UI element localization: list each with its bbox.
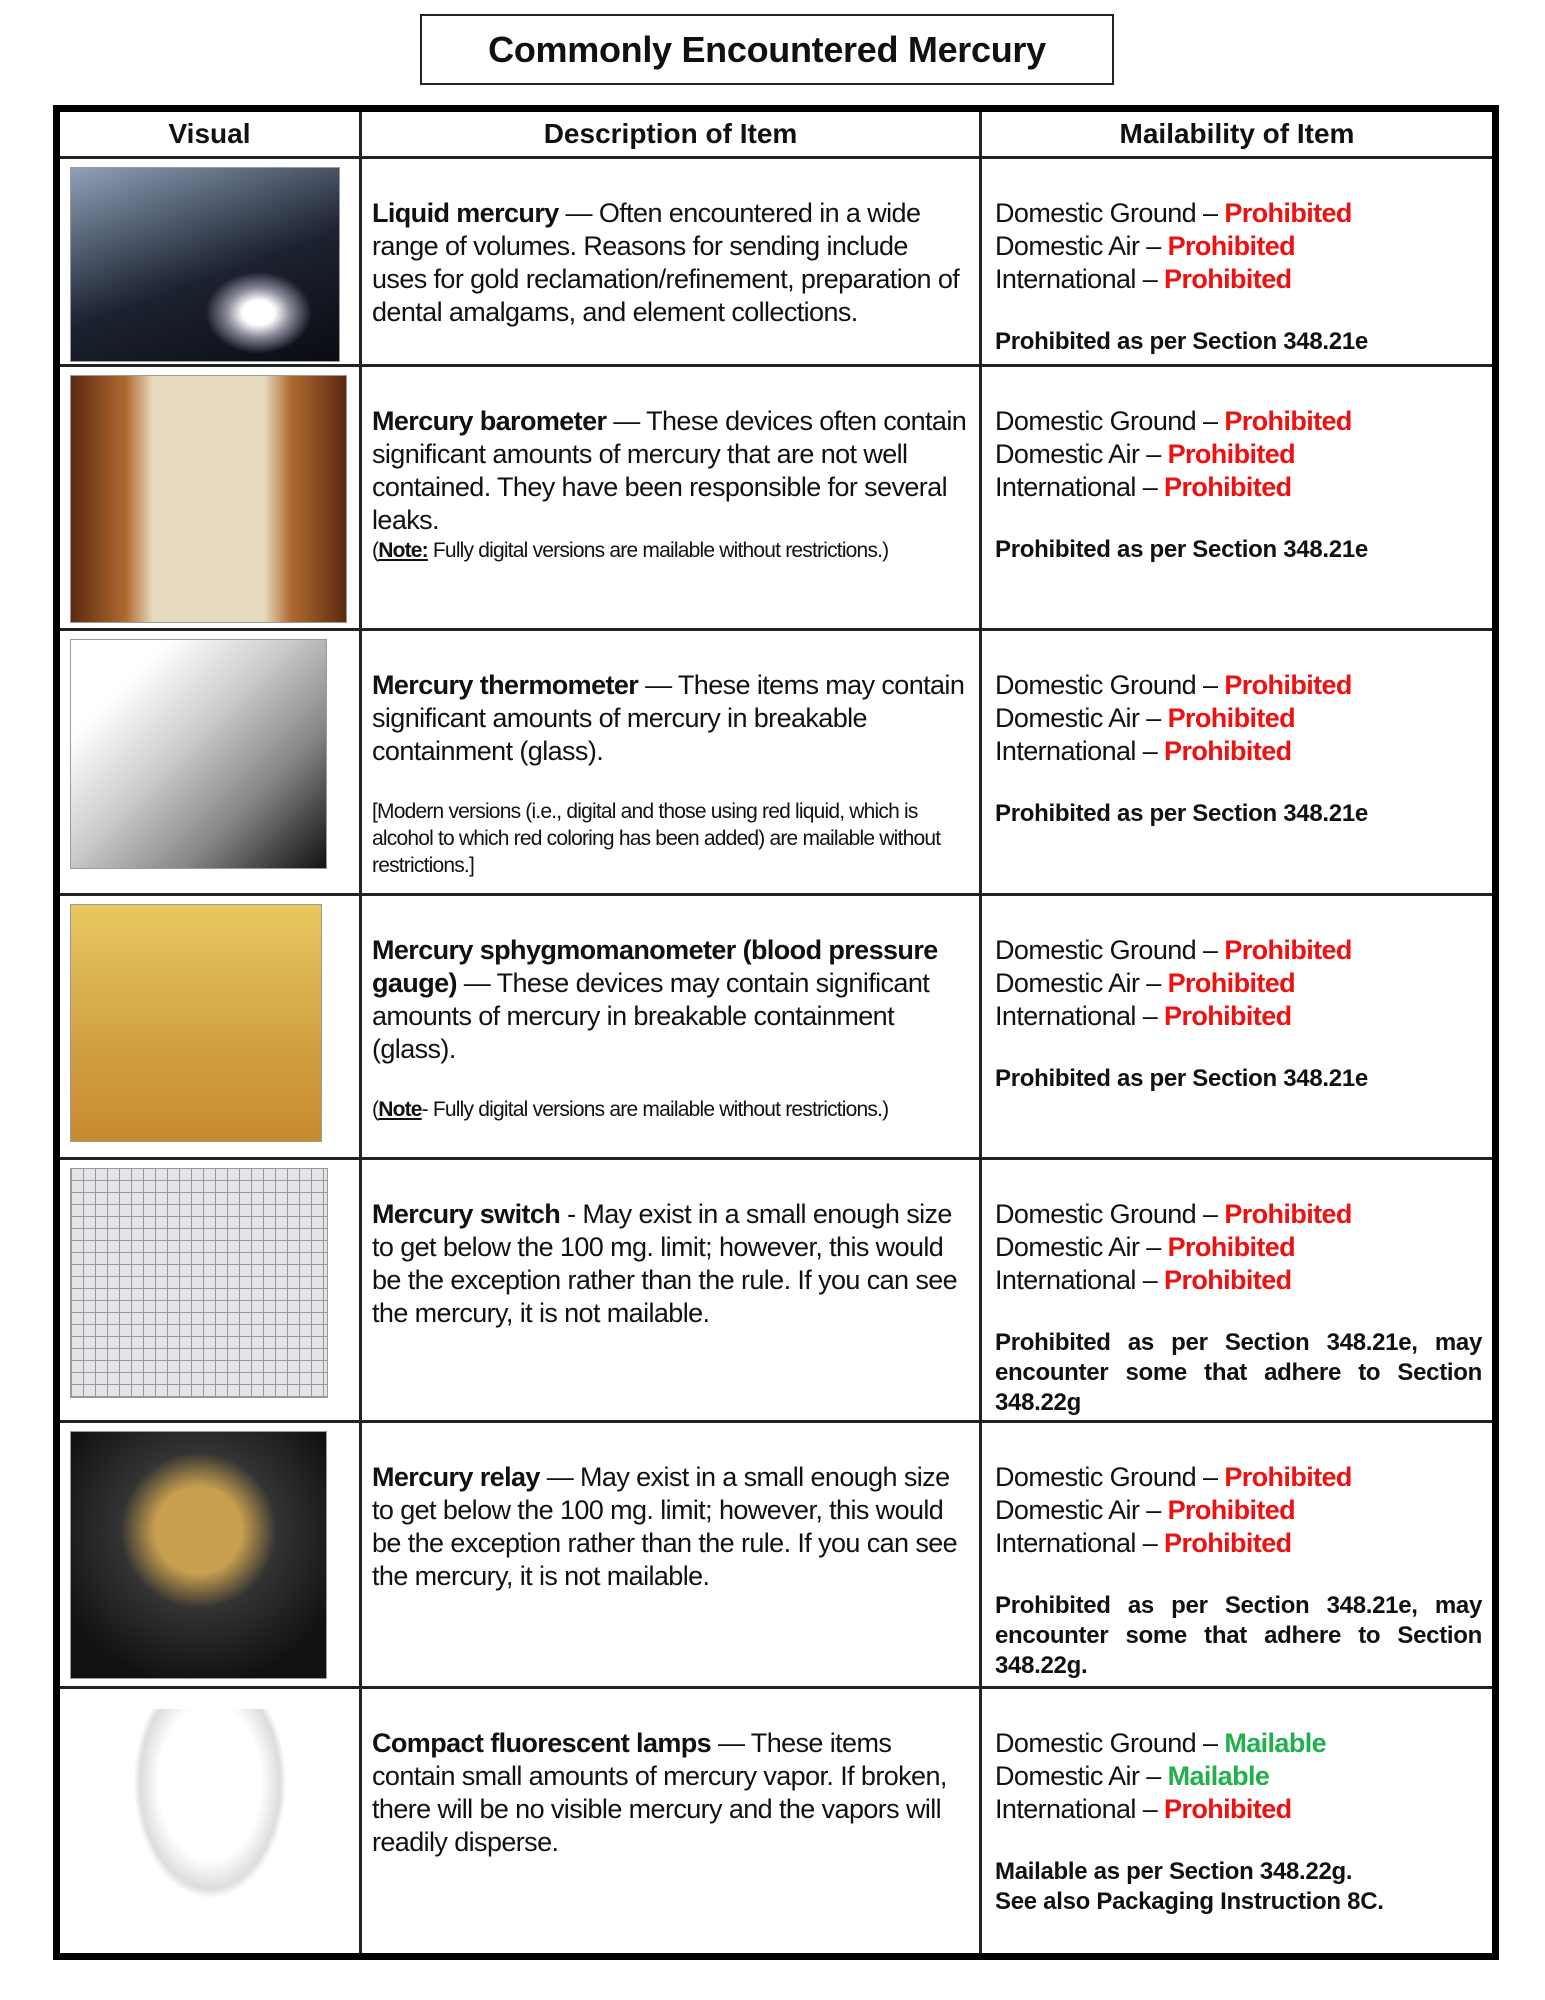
international-status: International – Prohibited [995, 1528, 1292, 1558]
section-reference: Mailable as per Section 348.22g. See also Packaging Instruction 8C. [995, 1858, 1384, 1915]
description-cell [361, 630, 981, 895]
description-cell [361, 895, 981, 1159]
domestic-ground-status: Domestic Ground – Prohibited [995, 198, 1352, 228]
item-name: Mercury relay [372, 1462, 540, 1492]
cfl-bulb-photo [120, 1709, 300, 1919]
section-reference: Prohibited as per Section 348.21e [995, 328, 1368, 355]
item-description: — These devices often contain significant amounts of mercury that are not well contained. They have been responsible for several leaks. [372, 406, 967, 535]
domestic-air-status: Domestic Air – Prohibited [995, 231, 1296, 261]
domestic-air-status: Domestic Air – Prohibited [995, 968, 1296, 998]
domestic-ground-status: Domestic Ground – Prohibited [995, 1462, 1352, 1492]
mercury-barometer-photo [70, 375, 347, 623]
item-description: — These items contain small amounts of mercury vapor. If broken, there will be no visible mercury and the vapors will readily disperse. [372, 1728, 947, 1857]
table-row [57, 630, 1496, 895]
note-label: Note: [378, 539, 428, 562]
item-name: Compact fluorescent lamps [372, 1728, 712, 1758]
international-status: International – Prohibited [995, 736, 1292, 766]
item-description: - May exist in a small enough size to get below the 100 mg. limit; however, this would be the exception rather than the rule. If you can see the mercury, it is not mailable. [372, 1199, 958, 1328]
mailability-cell [981, 630, 1496, 895]
note-label: Note [378, 1098, 422, 1121]
mailability-cell [981, 366, 1496, 630]
section-reference: Prohibited as per Section 348.21e [995, 1065, 1368, 1092]
item-description: — These items may contain significant amounts of mercury in breakable containment (glass). [372, 670, 965, 766]
international-status: International – Prohibited [995, 1001, 1292, 1031]
domestic-air-status: Domestic Air – Mailable [995, 1761, 1270, 1791]
item-note: (Note: Fully digital versions are mailable without restrictions.) [372, 539, 889, 562]
visual-cell [57, 158, 361, 366]
visual-cell [57, 630, 361, 895]
section-reference: Prohibited as per Section 348.21e, may encounter some that adhere to Section 348.22g [995, 1329, 1482, 1416]
mailability-cell [981, 895, 1496, 1159]
domestic-ground-status: Domestic Ground – Prohibited [995, 406, 1352, 436]
table-row [57, 895, 1496, 1159]
visual-cell [57, 895, 361, 1159]
table-row [57, 1422, 1496, 1688]
item-name: Mercury barometer [372, 406, 607, 436]
mailability-cell [981, 158, 1496, 366]
section-reference: Prohibited as per Section 348.21e, may encounter some that adhere to Section 348.22g. [995, 1592, 1482, 1679]
table-row [57, 1688, 1496, 1957]
table-row [57, 366, 1496, 630]
section-reference: Prohibited as per Section 348.21e [995, 536, 1368, 563]
header-row [57, 109, 1496, 158]
description-cell [361, 366, 981, 630]
item-name: Mercury sphygmomanometer (blood pressure gauge) [372, 935, 938, 998]
mercury-table [53, 105, 1499, 1960]
item-description: — These devices may contain significant amounts of mercury in breakable containment (glass). [372, 968, 930, 1064]
international-status: International – Prohibited [995, 264, 1292, 294]
table-row [57, 1159, 1496, 1422]
mercury-thermometer-photo [70, 639, 327, 869]
document-title: Commonly Encountered Mercury [420, 14, 1114, 85]
international-status: International – Prohibited [995, 472, 1292, 502]
visual-cell [57, 1159, 361, 1422]
mercury-switch-photo [70, 1168, 328, 1398]
domestic-air-status: Domestic Air – Prohibited [995, 1232, 1296, 1262]
international-status: International – Prohibited [995, 1794, 1292, 1824]
section-reference: Prohibited as per Section 348.21e [995, 800, 1368, 827]
liquid-mercury-photo [70, 167, 340, 362]
visual-cell [57, 1422, 361, 1688]
sphygmomanometer-photo [70, 904, 322, 1142]
header-mailability: Mailability of Item [981, 109, 1496, 158]
item-name: Mercury switch [372, 1199, 561, 1229]
description-cell [361, 1159, 981, 1422]
item-note: [Modern versions (i.e., digital and those using red liquid, which is alcohol to which red coloring has been added) are mailable without restrictions.] [372, 800, 941, 877]
visual-cell [57, 366, 361, 630]
header-description: Description of Item [361, 109, 981, 158]
mailability-cell [981, 1159, 1496, 1422]
domestic-ground-status: Domestic Ground – Prohibited [995, 1199, 1352, 1229]
domestic-ground-status: Domestic Ground – Mailable [995, 1728, 1327, 1758]
visual-cell [57, 1688, 361, 1957]
international-status: International – Prohibited [995, 1265, 1292, 1295]
item-note: (Note- Fully digital versions are mailable without restrictions.) [372, 1098, 889, 1121]
item-description: — May exist in a small enough size to get below the 100 mg. limit; however, this would be the exception rather than the rule. If you can see the mercury, it is not mailable. [372, 1462, 958, 1591]
domestic-air-status: Domestic Air – Prohibited [995, 1495, 1296, 1525]
item-name: Liquid mercury [372, 198, 559, 228]
domestic-air-status: Domestic Air – Prohibited [995, 703, 1296, 733]
description-cell [361, 1688, 981, 1957]
mailability-cell [981, 1422, 1496, 1688]
description-cell [361, 158, 981, 366]
domestic-ground-status: Domestic Ground – Prohibited [995, 935, 1352, 965]
header-visual: Visual [57, 109, 361, 158]
description-cell [361, 1422, 981, 1688]
mailability-cell [981, 1688, 1496, 1957]
domestic-air-status: Domestic Air – Prohibited [995, 439, 1296, 469]
domestic-ground-status: Domestic Ground – Prohibited [995, 670, 1352, 700]
table-row [57, 158, 1496, 366]
item-description: — Often encountered in a wide range of volumes. Reasons for sending include uses for gold reclamation/refinement, preparation of dental amalgams, and element collections. [372, 198, 960, 327]
mercury-relay-photo [70, 1431, 327, 1679]
item-name: Mercury thermometer [372, 670, 639, 700]
